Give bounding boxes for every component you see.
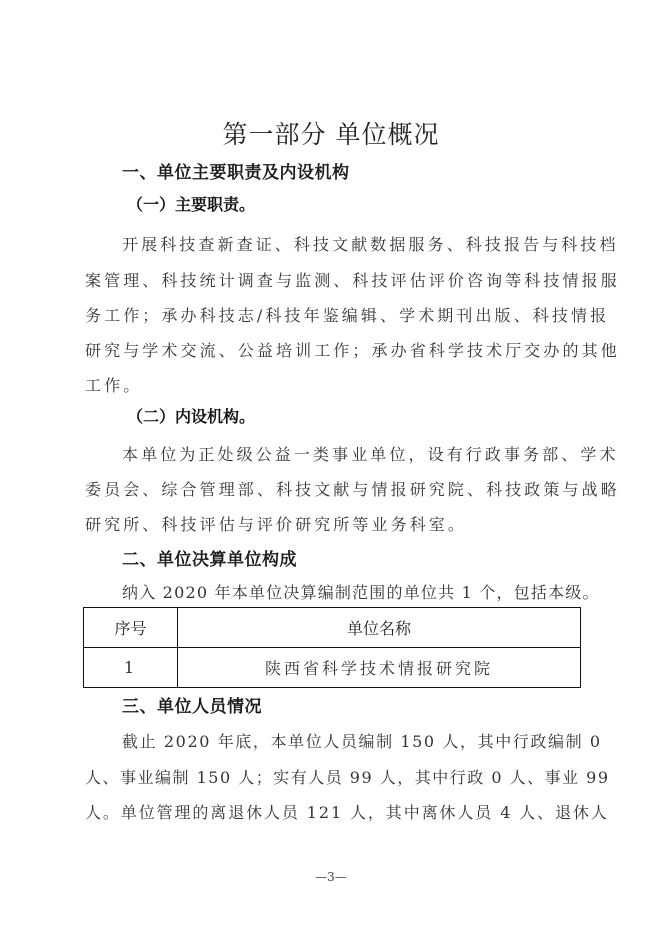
paragraph-line: 研究所、科技评估与评价研究所等业务科室。 — [85, 515, 468, 534]
paragraph-line: 本单位为正处级公益一类事业单位，设有行政事务部、学术 — [122, 445, 619, 464]
paragraph-line: 工作。 — [85, 376, 143, 395]
subsection-heading-internal-structure: （二）内设机构。 — [127, 407, 256, 426]
table-header-row — [84, 608, 581, 648]
paragraph-line: 委员会、综合管理部、科技文献与情报研究院、科技政策与战略 — [85, 480, 620, 499]
page-title: 第一部分 单位概况 — [222, 120, 440, 149]
paragraph-line: 人。单位管理的离退休人员 121 人，其中离休人员 4 人、退休人 — [85, 803, 609, 822]
table-header-no: 序号 — [84, 608, 178, 648]
section-heading-duties: 一、单位主要职责及内设机构 — [122, 163, 350, 183]
section-heading-personnel: 三、单位人员情况 — [122, 697, 262, 717]
paragraph-line: 研究与学术交流、公益培训工作；承办省科学技术厅交办的其他 — [85, 341, 620, 360]
subsection-heading-main-duties: （一）主要职责。 — [127, 195, 256, 214]
paragraph-line: 人、事业编制 150 人；实有人员 99 人，其中行政 0 人、事业 99 — [85, 768, 610, 787]
paragraph-line: 截止 2020 年底，本单位人员编制 150 人，其中行政编制 0 — [122, 732, 602, 751]
paragraph-line: 案管理、科技统计调查与监测、科技评估评价咨询等科技情报服 — [85, 271, 620, 290]
table-cell-name: 陕西省科学技术情报研究院 — [178, 648, 581, 688]
table-cell-no: 1 — [84, 648, 178, 688]
paragraph-line: 务工作；承办科技志/科技年鉴编辑、学术期刊出版、科技情报 — [85, 306, 610, 325]
paragraph-line: 纳入 2020 年本单位决算编制范围的单位共 1 个，包括本级。 — [122, 583, 600, 602]
units-table — [83, 607, 581, 688]
table-header-name: 单位名称 — [178, 608, 581, 648]
page-number: —3— — [315, 870, 347, 884]
table-row — [84, 648, 581, 688]
paragraph-line: 开展科技查新查证、科技文献数据服务、科技报告与科技档 — [122, 235, 619, 254]
section-heading-composition: 二、单位决算单位构成 — [122, 550, 297, 570]
